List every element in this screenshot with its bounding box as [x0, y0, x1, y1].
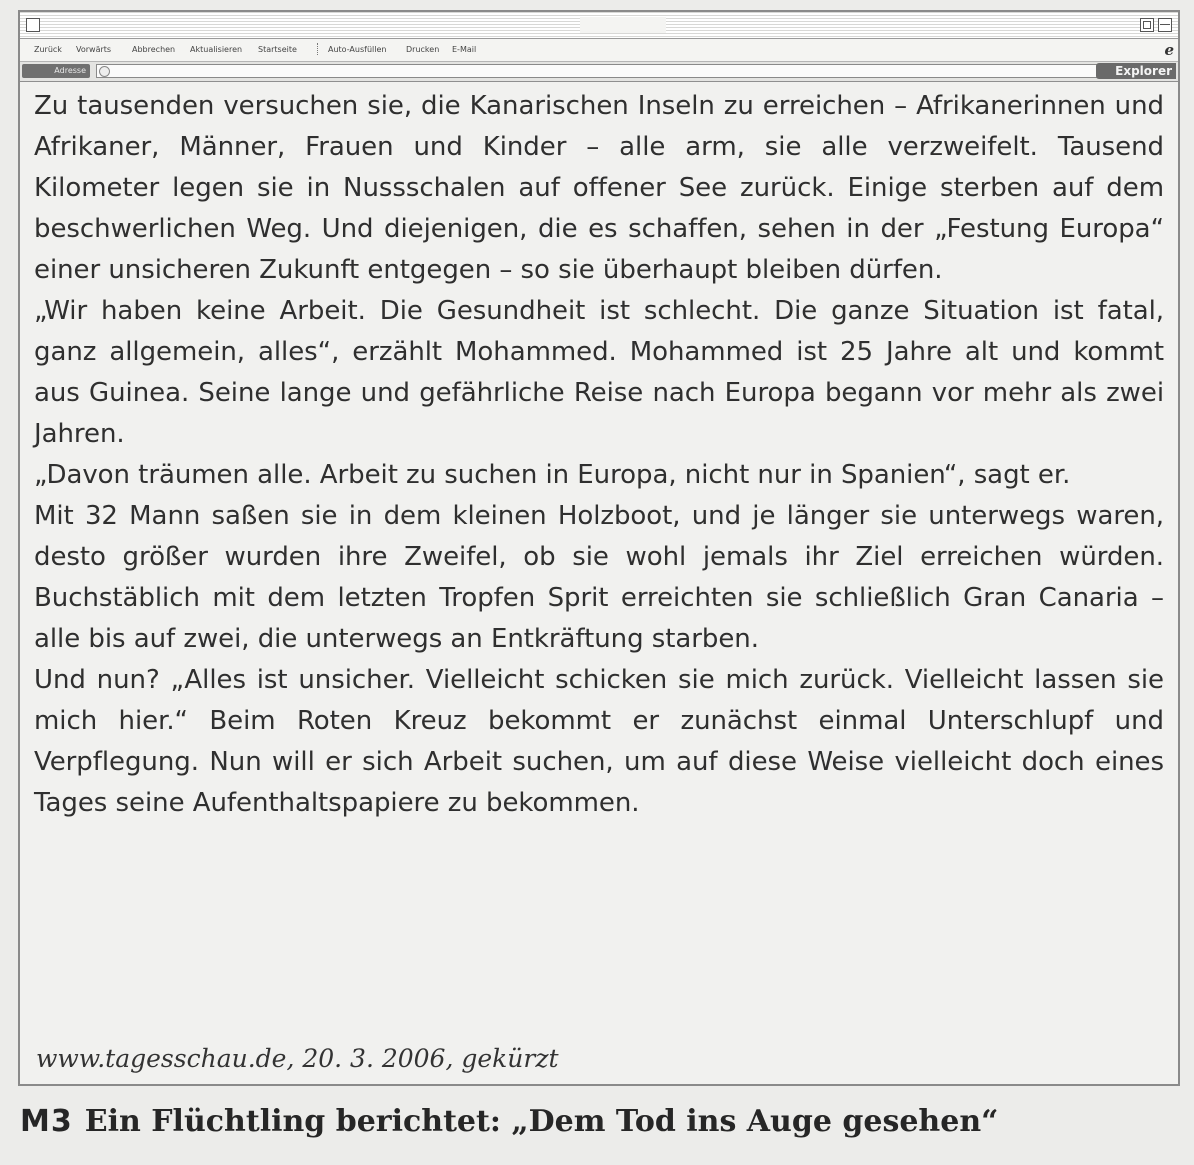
home-button[interactable]: Startseite — [258, 45, 297, 54]
paragraph: Zu tausenden versuchen sie, die Kanarischen Inseln zu erreichen – Afrikanerinnen und Afrikaner, Männer, Frauen und Kinder – alle arm, sie alle verzweifelt. Tausend Kilometer legen sie in Nussschalen auf offener See zurück. Einige sterben auf dem beschwerlichen Weg. Und diejenigen, die es schaffen, sehen in der „Festung Europa“ einer unsicheren Zukunft entgegen – so sie überhaupt bleiben dürfen. — [34, 91, 1164, 285]
material-caption — [20, 1104, 998, 1139]
toolbar-separator — [317, 43, 319, 55]
window-title-bar[interactable] — [20, 12, 1178, 39]
print-button[interactable]: Drucken — [406, 45, 440, 54]
stop-button[interactable]: Abbrechen — [132, 45, 176, 54]
caption-label: M3 — [20, 1104, 73, 1139]
paragraph: Und nun? „Alles ist unsicher. Vielleicht schicken sie mich zurück. Vielleicht lassen sie mich hier.“ Beim Roten Kreuz bekommt er zunächst einmal Unterschlupf und Verpflegung. Nun will er sich Arbeit suchen, um auf diese Weise vielleicht doch eines Tages seine Aufenthaltspapiere zu bekommen. — [34, 665, 1164, 818]
caption-title: Ein Flüchtling berichtet: „Dem Tod ins Auge gesehen“ — [84, 1104, 999, 1139]
browser-toolbar — [20, 39, 1178, 62]
page-icon — [99, 66, 110, 77]
explorer-tab[interactable]: Explorer — [1096, 63, 1176, 79]
browser-window — [18, 10, 1180, 1086]
autofill-button[interactable]: Auto-Ausfüllen — [328, 45, 387, 54]
close-box-icon[interactable] — [26, 18, 40, 32]
refresh-button[interactable]: Aktualisieren — [190, 45, 243, 54]
address-input[interactable] — [96, 64, 1112, 78]
forward-button[interactable]: Vorwärts — [76, 45, 112, 54]
address-bar — [20, 62, 1178, 82]
address-label: Adresse — [22, 64, 90, 78]
paragraph: „Wir haben keine Arbeit. Die Gesundheit ist schlecht. Die ganze Situation ist fatal, ganz allgemein, alles“, erzählt Mohammed. Mohammed ist 25 Jahre alt und kommt aus Guinea. Seine lange und gefährliche Reise nach Europa begann vor mehr als zwei Jahren. — [34, 296, 1164, 449]
article-text — [34, 86, 1164, 824]
ie-logo-icon: e — [1164, 41, 1174, 59]
source-citation: www.tagesschau.de, 20. 3. 2006, gekürzt — [36, 1044, 559, 1073]
paragraph: „Davon träumen alle. Arbeit zu suchen in Europa, nicht nur in Spanien“, sagt er. — [34, 460, 1071, 490]
zoom-box-icon[interactable] — [1140, 18, 1154, 32]
back-button[interactable]: Zurück — [34, 45, 62, 54]
collapse-box-icon[interactable] — [1158, 18, 1172, 32]
paragraph: Mit 32 Mann saßen sie in dem kleinen Holzboot, und je länger sie unterwegs waren, desto größer wurden ihre Zweifel, ob sie wohl jemals ihr Ziel erreichen würden. Buchstäblich mit dem letzten Tropfen Sprit erreichten sie schließlich Gran Canaria – alle bis auf zwei, die unterwegs an Entkräftung starben. — [34, 501, 1164, 654]
window-title — [580, 17, 666, 33]
email-button[interactable]: E-Mail — [452, 45, 477, 54]
